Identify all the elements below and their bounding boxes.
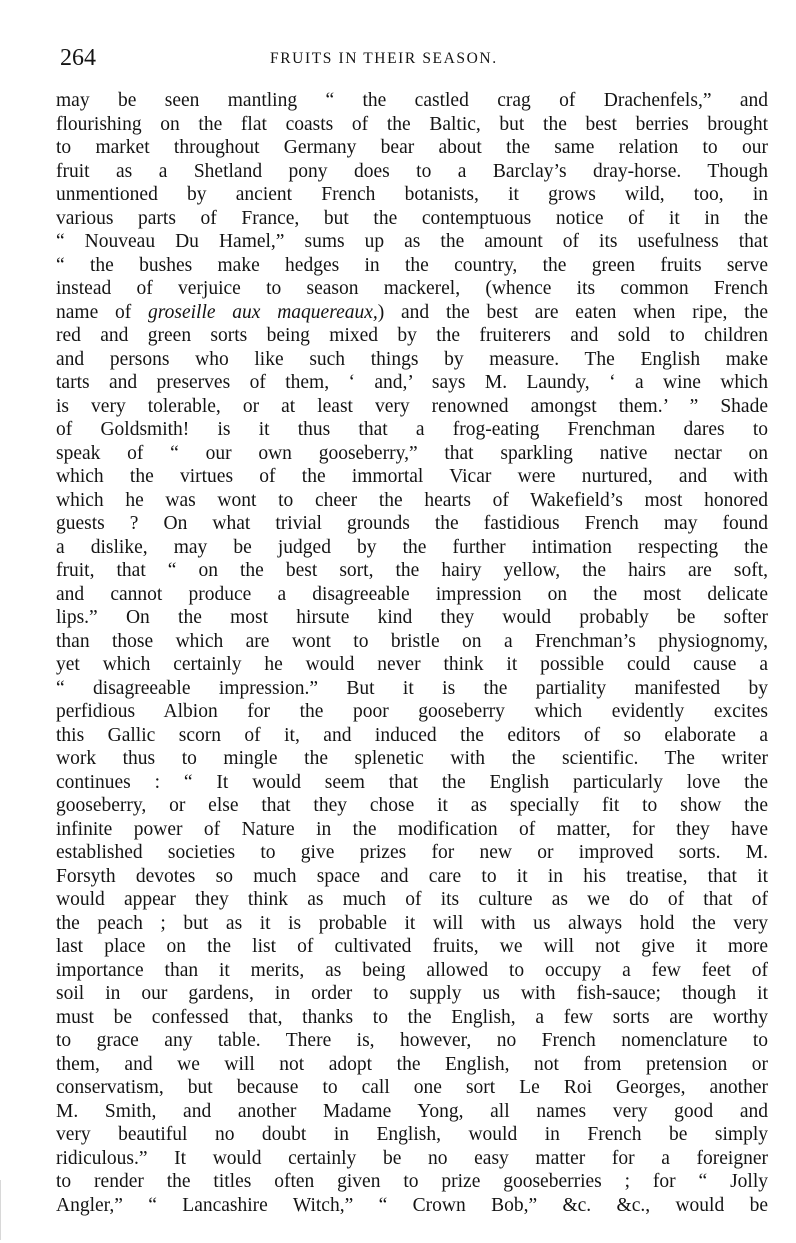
text-line: this Gallic scorn of it, and induced the editors of so elaborate a [56, 724, 768, 746]
text-line: a dislike, may be judged by the further intimation respecting the [56, 536, 768, 558]
text-line: unmentioned by ancient French botanists, it grows wild, too, in [56, 184, 768, 205]
text-line: Forsyth devotes so much space and care to it in his treatise, that it [56, 865, 768, 887]
text-line: instead of verjuice to season mackerel, (whence its common French [56, 278, 768, 299]
text-line: name of groseille aux maquereaux,) and the best are eaten when ripe, the [56, 301, 768, 323]
text-line: “ disagreeable impression.” But it is the partiality manifested by [56, 677, 768, 699]
text-line: must be confessed that, thanks to the English, a few sorts are worthy [56, 1006, 768, 1028]
text-line: which he was wont to cheer the hearts of Wakefield’s most honored [56, 489, 768, 511]
text-line: “ the bushes make hedges in the country, the green fruits serve [56, 254, 768, 276]
text-line: lips.” On the most hirsute kind they would probably be softer [56, 607, 768, 628]
page-header [60, 44, 772, 72]
text-line: conservatism, but because to call one sort Le Roi Georges, another [56, 1077, 768, 1098]
italic-phrase: groseille aux maquereaux, [148, 301, 378, 323]
text-line: to render the titles often given to prize gooseberries ; for “ Jolly [56, 1171, 768, 1192]
text-line: infinite power of Nature in the modification of matter, for they have [56, 818, 768, 840]
text-line: them, and we will not adopt the English, not from pretension or [56, 1053, 768, 1075]
text-line: yet which certainly he would never think it possible could cause a [56, 654, 768, 675]
page-number: 264 [60, 45, 96, 71]
text-line: very beautiful no doubt in English, would in French be simply [56, 1124, 768, 1145]
text-line: work thus to mingle the splenetic with the scientific. The writer [56, 748, 768, 769]
text-line: last place on the list of cultivated fruits, we will not give it more [56, 936, 768, 957]
text-line: various parts of France, but the contemptuous notice of it in the [56, 207, 768, 229]
text-line: ridiculous.” It would certainly be no easy matter for a foreigner [56, 1147, 768, 1169]
text-line: gooseberry, or else that they chose it as specially fit to show the [56, 795, 768, 816]
text-line: tarts and preserves of them, ‘ and,’ says M. Laundy, ‘ a wine which [56, 372, 768, 393]
page-edge-shadow [0, 1180, 1, 1240]
text-line: and persons who like such things by measure. The English make [56, 348, 768, 370]
text-line: to grace any table. There is, however, no French nomenclature to [56, 1030, 768, 1051]
text-line: fruit as a Shetland pony does to a Barclay’s dray-horse. Though [56, 160, 768, 182]
text-line: continues : “ It would seem that the English particularly love the [56, 771, 768, 793]
text-line: fruit, that “ on the best sort, the hairy yellow, the hairs are soft, [56, 560, 768, 581]
text-line: would appear they think as much of its culture as we do of that of [56, 889, 768, 910]
text-line: the peach ; but as it is probable it will with us always hold the very [56, 912, 768, 934]
text-line: “ Nouveau Du Hamel,” sums up as the amount of its usefulness that [56, 231, 768, 252]
text-line: of Goldsmith! is it thus that a frog-eating Frenchman dares to [56, 419, 768, 440]
text-line: M. Smith, and another Madame Yong, all names very good and [56, 1100, 768, 1122]
body-text [56, 89, 768, 1217]
text-line: which the virtues of the immortal Vicar were nurtured, and with [56, 466, 768, 487]
text-line: red and green sorts being mixed by the fruiterers and sold to children [56, 325, 768, 346]
text-line: flourishing on the flat coasts of the Baltic, but the best berries brought [56, 113, 768, 135]
text-line: importance than it merits, as being allowed to occupy a few feet of [56, 959, 768, 981]
text-line: guests ? On what trivial grounds the fastidious French may found [56, 513, 768, 534]
text-line: soil in our gardens, in order to supply us with fish-sauce; though it [56, 983, 768, 1004]
text-line: perfidious Albion for the poor gooseberry which evidently excites [56, 701, 768, 722]
text-line: and cannot produce a disagreeable impression on the most delicate [56, 583, 768, 605]
text-line: is very tolerable, or at least very renowned amongst them.’ ” Shade [56, 395, 768, 417]
text-line: speak of “ our own gooseberry,” that sparkling native nectar on [56, 442, 768, 464]
text-line: Angler,” “ Lancashire Witch,” “ Crown Bob,” &c. &c., would be [56, 1194, 768, 1216]
text-line: established societies to give prizes for new or improved sorts. M. [56, 842, 768, 863]
running-title: FRUITS IN THEIR SEASON. [270, 50, 498, 67]
text-line: than those which are wont to bristle on a Frenchman’s physiognomy, [56, 630, 768, 652]
text-line: to market throughout Germany bear about the same relation to our [56, 137, 768, 158]
text-line: may be seen mantling “ the castled crag of Drachenfels,” and [56, 90, 768, 111]
